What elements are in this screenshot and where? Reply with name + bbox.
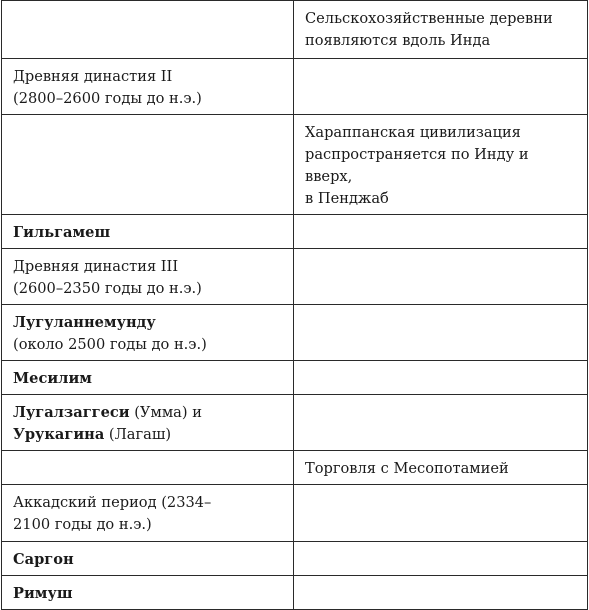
table-row	[2, 576, 588, 610]
chronology-table	[1, 0, 588, 610]
table-row	[2, 305, 588, 361]
cell-text: Древняя династия II	[13, 68, 173, 85]
cell-text: Древняя династия III	[13, 258, 179, 275]
cell-right	[294, 59, 588, 115]
cell-right	[294, 305, 588, 361]
cell-right	[294, 451, 588, 485]
cell-text: распространяется по Инду и вверх,	[305, 146, 529, 185]
cell-text-bold: Саргон	[13, 551, 74, 568]
cell-text: 2100 годы до н.э.)	[13, 516, 152, 533]
cell-text-bold: Гильгамеш	[13, 224, 111, 241]
cell-right	[294, 542, 588, 576]
cell-right	[294, 395, 588, 451]
cell-text: Хараппанская цивилизация	[305, 124, 521, 141]
table-row	[2, 361, 588, 395]
table-row	[2, 215, 588, 249]
cell-left	[2, 485, 294, 542]
cell-right	[294, 576, 588, 610]
cell-text: Сельскохозяйственные деревни	[305, 10, 553, 27]
cell-left	[2, 542, 294, 576]
cell-left	[2, 215, 294, 249]
cell-text: в Пенджаб	[305, 190, 389, 207]
cell-text: (Лагаш)	[104, 426, 172, 443]
cell-left	[2, 59, 294, 115]
cell-left	[2, 305, 294, 361]
cell-text: Аккадский период (2334–	[13, 494, 212, 511]
cell-text: появляются вдоль Инда	[305, 32, 491, 49]
cell-text: (2600–2350 годы до н.э.)	[13, 280, 202, 297]
cell-right	[294, 485, 588, 542]
cell-text-bold: Римуш	[13, 585, 73, 602]
table-row	[2, 485, 588, 542]
cell-right	[294, 361, 588, 395]
cell-text: (Умма) и	[129, 404, 202, 421]
cell-text-rich	[13, 402, 283, 424]
cell-right	[294, 215, 588, 249]
cell-text-bold: Месилим	[13, 370, 92, 387]
table-row	[2, 249, 588, 305]
cell-left	[2, 361, 294, 395]
cell-text-bold: Лугуланнемунду	[13, 314, 156, 331]
cell-right	[294, 115, 588, 215]
cell-left	[2, 249, 294, 305]
cell-text-bold: Урукагина	[13, 426, 105, 443]
cell-left	[2, 395, 294, 451]
cell-text: Торговля с Месопотамией	[305, 460, 509, 477]
cell-left	[2, 576, 294, 610]
table-row	[2, 542, 588, 576]
table-row	[2, 59, 588, 115]
cell-left	[2, 115, 294, 215]
cell-left	[2, 1, 294, 59]
cell-text: (около 2500 годы до н.э.)	[13, 336, 207, 353]
cell-text: (2800–2600 годы до н.э.)	[13, 90, 202, 107]
table-row	[2, 451, 588, 485]
table-row	[2, 1, 588, 59]
table-row	[2, 395, 588, 451]
cell-text-bold: Лугалзаггеси	[13, 404, 130, 421]
table-row	[2, 115, 588, 215]
cell-left	[2, 451, 294, 485]
cell-right	[294, 1, 588, 59]
cell-right	[294, 249, 588, 305]
cell-text-rich	[13, 424, 283, 446]
